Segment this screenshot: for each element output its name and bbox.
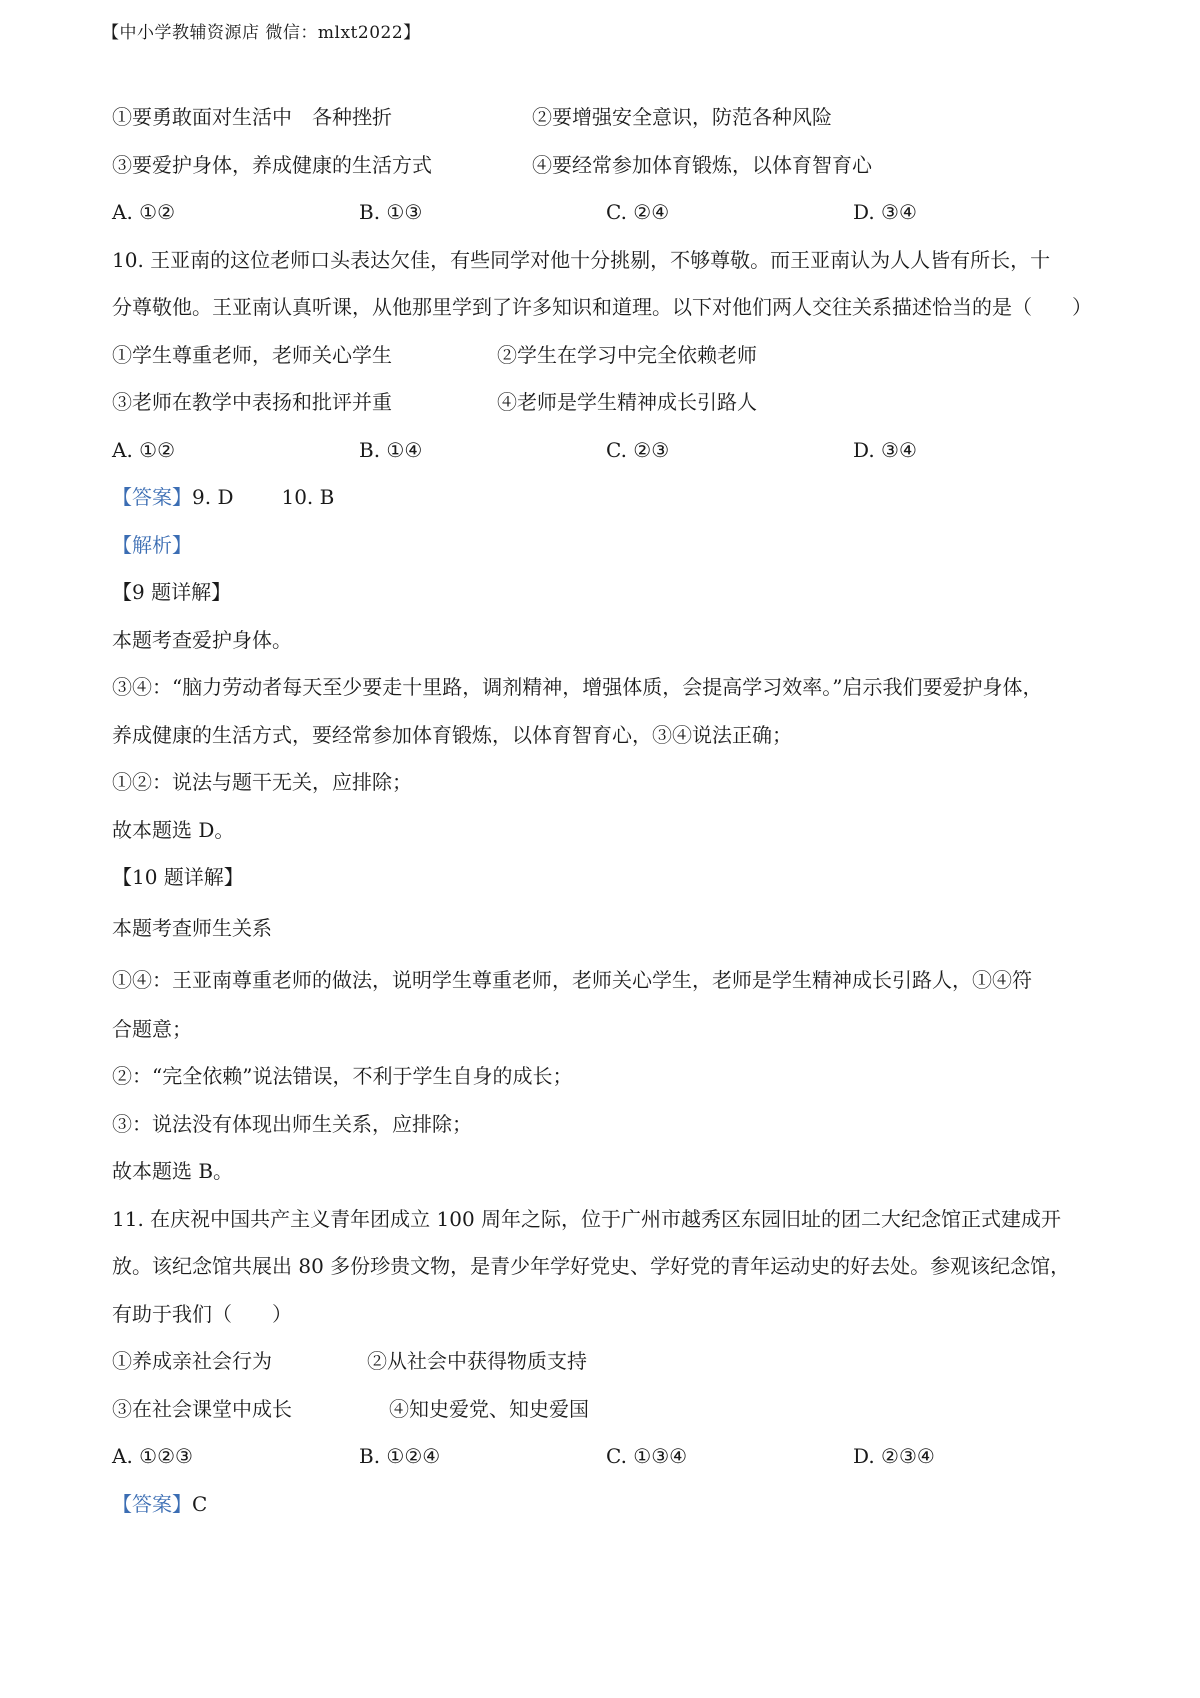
- detail10-line-2: ①④：王亚南尊重老师的做法，说明学生尊重老师，老师关心学生，老师是学生精神成长引路人，①④符: [112, 967, 1032, 992]
- q11-choice-b: B. ①②④: [359, 1444, 441, 1468]
- q11-stem-line-3: 有助于我们（ ）: [112, 1301, 292, 1326]
- q9-choice-a: A. ①②: [112, 200, 176, 224]
- q10-choices: [112, 427, 1102, 475]
- q11-statement-4: ④知史爱党、知史爱国: [389, 1396, 589, 1421]
- q10-statement-3: ③老师在教学中表扬和批评并重: [112, 390, 392, 414]
- q11-choice-d: D. ②③④: [853, 1444, 935, 1468]
- answer11-value: C: [192, 1491, 208, 1516]
- q9-statement-1: ①要勇敢面对生活中 各种挫折: [112, 105, 392, 129]
- page-header: 【中小学教辅资源店 微信：mlxt2022】: [102, 23, 421, 43]
- q11-choice-a: A. ①②③: [112, 1444, 193, 1468]
- q11-choices: [112, 1433, 1102, 1481]
- detail9-line-3: 养成健康的生活方式，要经常参加体育锻炼，以体育智育心，③④说法正确；: [112, 722, 792, 747]
- q9-choice-b: B. ①③: [359, 200, 423, 224]
- q10-statement-row-1: [112, 332, 1102, 380]
- q10-statement-row-2: [112, 379, 1102, 427]
- analysis-line: [112, 522, 1102, 570]
- q9-choices: [112, 189, 1102, 237]
- q9-statement-3: ③要爱护身体，养成健康的生活方式: [112, 152, 432, 177]
- analysis-tag: 【解析】: [112, 532, 192, 557]
- q10-choice-b: B. ①④: [359, 437, 423, 462]
- q10-choice-a: A. ①②: [112, 437, 176, 462]
- q11-choice-c: C. ①③④: [606, 1444, 688, 1468]
- q11-statement-3: ③在社会课堂中成长: [112, 1396, 292, 1421]
- q11-statement-2: ②从社会中获得物质支持: [367, 1349, 587, 1373]
- q10-choice-d: D. ③④: [853, 437, 917, 462]
- detail9-line-1: 本题考查爱护身体。: [112, 627, 292, 652]
- q11-stem-line-1: 11. 在庆祝中国共产主义青年团成立 100 周年之际，位于广州市越秀区东园旧址的团二大纪念馆正式建成开: [112, 1206, 1062, 1231]
- detail9-line-2: ③④：“脑力劳动者每天至少要走十里路，调剂精神，增强体质，会提高学习效率。”启示我们要爱护身体，: [112, 675, 1043, 699]
- detail9-line-5: 故本题选 D。: [112, 817, 235, 842]
- detail9-line-4: ①②：说法与题干无关，应排除；: [112, 770, 412, 794]
- document-content: [112, 94, 1102, 1528]
- answer-10: 10. B: [281, 485, 335, 509]
- q11-statement-row-2: [112, 1386, 1102, 1434]
- answer11-line: [112, 1481, 1102, 1529]
- detail9-title: 【9 题详解】: [112, 580, 232, 604]
- detail10-line-6: 故本题选 B。: [112, 1159, 234, 1183]
- detail10-title: 【10 题详解】: [112, 865, 244, 889]
- q10-stem-line-1: 10. 王亚南的这位老师口头表达欠佳，有些同学对他十分挑剔，不够尊敬。而王亚南认为人人皆有所长，十: [112, 247, 1051, 272]
- q9-statement-row-1: [112, 94, 1102, 142]
- answer-9: 9. D: [192, 485, 234, 509]
- q10-statement-1: ①学生尊重老师，老师关心学生: [112, 342, 392, 367]
- answer-line: [112, 474, 1102, 522]
- q11-statement-row-1: [112, 1338, 1102, 1386]
- q11-statement-1: ①养成亲社会行为: [112, 1349, 272, 1373]
- answer-tag: 【答案】: [112, 485, 192, 509]
- q10-statement-4: ④老师是学生精神成长引路人: [497, 390, 757, 414]
- q9-choice-c: C. ②④: [606, 200, 670, 224]
- q10-choice-c: C. ②③: [606, 437, 670, 462]
- answer11-tag: 【答案】: [112, 1491, 192, 1516]
- q11-stem-line-2: 放。该纪念馆共展出 80 多份珍贵文物，是青少年学好党史、学好党的青年运动史的好去处。参观该纪念馆，: [112, 1254, 1071, 1278]
- q9-statement-2: ②要增强安全意识，防范各种风险: [532, 105, 832, 129]
- q9-choice-d: D. ③④: [853, 200, 917, 224]
- detail10-line-5: ③：说法没有体现出师生关系，应排除；: [112, 1111, 472, 1136]
- detail10-line-3: 合题意；: [112, 1016, 192, 1041]
- q10-stem-line-2: 分尊敬他。王亚南认真听课，从他那里学到了许多知识和道理。以下对他们两人交往关系描述恰当的是（ ）: [112, 295, 1092, 319]
- q9-statement-row-2: [112, 142, 1102, 190]
- q9-statement-4: ④要经常参加体育锻炼，以体育智育心: [532, 152, 872, 177]
- detail10-line-1: 本题考查师生关系: [112, 915, 272, 940]
- detail10-line-4: ②：“完全依赖”说法错误，不利于学生自身的成长；: [112, 1064, 573, 1088]
- q10-statement-2: ②学生在学习中完全依赖老师: [497, 342, 757, 367]
